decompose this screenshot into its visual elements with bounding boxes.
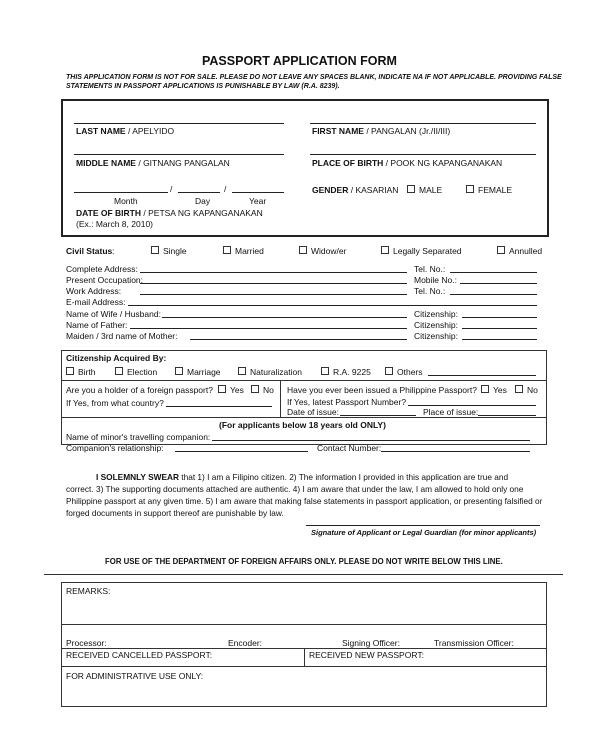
mobile-no-label: Mobile No.:	[414, 275, 457, 285]
admin-top-rule	[61, 666, 546, 667]
issued-passport-question: Have you ever been issued a Philippine Passport?	[287, 385, 477, 395]
citizenship-1-field[interactable]	[462, 317, 537, 318]
minor-companion-name-field[interactable]	[212, 440, 530, 441]
complete-address-field[interactable]	[140, 272, 407, 273]
date-of-issue-label: Date of issue:	[287, 407, 339, 417]
naturalization-checkbox[interactable]	[238, 367, 246, 375]
oath-line-1: I SOLEMNLY SWEAR that 1) I am a Filipino citizen. 2) The information I provided in this application are true and	[96, 472, 509, 482]
first-name-label: FIRST NAME / PANGALAN (Jr./II/III)	[312, 126, 451, 136]
acquired-ra9225-option[interactable]: R.A. 9225	[321, 367, 371, 377]
processor-label: Processor:	[66, 638, 107, 648]
oath-line-2: correct. 3) The supporting documents attached are authentic. 4) I am aware that under the law, I am allowed to hold only one	[66, 484, 524, 494]
acquired-birth-option[interactable]: Birth	[66, 367, 95, 377]
others-checkbox[interactable]	[385, 367, 393, 375]
latest-passport-label: If Yes, latest Passport Number?	[287, 397, 407, 407]
middle-name-label: MIDDLE NAME / GITNANG PANGALAN	[76, 158, 230, 168]
place-of-issue-field[interactable]	[478, 415, 536, 416]
foreign-yes-checkbox[interactable]	[218, 385, 226, 393]
citizenship-3-field[interactable]	[462, 339, 537, 340]
email-field[interactable]	[128, 305, 537, 306]
civil-separated-option[interactable]: Legally Separated	[381, 246, 462, 256]
first-name-field[interactable]	[310, 123, 536, 124]
remarks-label: REMARKS:	[66, 586, 111, 596]
civil-annulled-option[interactable]: Annulled	[497, 246, 542, 256]
minor-heading: (For applicants below 18 years old ONLY)	[219, 420, 386, 430]
month-caption: Month	[114, 196, 138, 206]
male-checkbox[interactable]	[407, 185, 415, 193]
minor-companion-name-label: Name of minor's travelling companion:	[66, 432, 211, 442]
acquired-marriage-option[interactable]: Marriage	[175, 367, 221, 377]
citizenship-2-label: Citizenship:	[414, 320, 458, 330]
oath-line-3: Philippine passport at any given time. 5) I am aware that making false statements in passport application, or presenting falsified or	[66, 496, 543, 506]
date-slash-1: /	[170, 184, 173, 194]
minor-contact-label: Contact Number:	[317, 443, 382, 453]
date-of-birth-label: DATE OF BIRTH / PETSA NG KAPANGANAKAN	[76, 208, 263, 218]
signature-caption: Signature of Applicant or Legal Guardian (for minor applicants)	[311, 528, 537, 537]
middle-name-field[interactable]	[74, 154, 284, 155]
gender-female-option[interactable]: FEMALE	[466, 185, 512, 195]
dfa-notice: FOR USE OF THE DEPARTMENT OF FOREIGN AFFAIRS ONLY. PLEASE DO NOT WRITE BELOW THIS LINE.	[105, 557, 503, 566]
ra9225-checkbox[interactable]	[321, 367, 329, 375]
disclaimer-line-2: STATEMENTS IN PASSPORT APPLICATIONS IS PUNISHABLE BY LAW (R.A. 8239).	[66, 83, 340, 90]
date-of-issue-field[interactable]	[340, 415, 416, 416]
mobile-no-field[interactable]	[460, 283, 537, 284]
separated-checkbox[interactable]	[381, 246, 389, 254]
transmission-officer-label: Transmission Officer:	[434, 638, 514, 648]
foreign-no-option[interactable]: No	[251, 385, 274, 395]
disclaimer-line-1: THIS APPLICATION FORM IS NOT FOR SALE. PLEASE DO NOT LEAVE ANY SPACES BLANK, INDICATE NA IF NOT APPLICABLE. PROVIDING FALSE	[66, 74, 562, 81]
wife-husband-field[interactable]	[162, 317, 407, 318]
minor-companion-rel-label: Companion's relationship:	[66, 443, 164, 453]
foreign-no-checkbox[interactable]	[251, 385, 259, 393]
birth-month-field[interactable]	[74, 192, 168, 193]
acquired-naturalization-option[interactable]: Naturalization	[238, 367, 302, 377]
dfa-cut-line	[44, 574, 563, 575]
citizenship-acquired-label: Citizenship Acquired By:	[66, 353, 167, 363]
tel-no-2-label: Tel. No.:	[414, 286, 446, 296]
gender-male-option[interactable]: MALE	[407, 185, 442, 195]
received-new-label: RECEIVED NEW PASSPORT:	[309, 650, 424, 660]
place-of-birth-field[interactable]	[310, 154, 536, 155]
foreign-passport-question: Are you a holder of a foreign passport?	[66, 385, 213, 395]
present-occupation-field[interactable]	[140, 283, 407, 284]
date-slash-2: /	[224, 184, 227, 194]
father-label: Name of Father:	[66, 320, 128, 330]
single-checkbox[interactable]	[151, 246, 159, 254]
date-of-birth-example: (Ex.: March 8, 2010)	[76, 219, 154, 229]
email-label: E-mail Address:	[66, 297, 126, 307]
civil-status-colon: :	[112, 246, 115, 256]
form-title: PASSPORT APPLICATION FORM	[202, 54, 397, 68]
birth-checkbox[interactable]	[66, 367, 74, 375]
tel-no-2-field[interactable]	[450, 294, 537, 295]
citizenship-divider	[61, 380, 546, 381]
female-checkbox[interactable]	[466, 185, 474, 193]
marriage-checkbox[interactable]	[175, 367, 183, 375]
place-of-issue-label: Place of issue:	[423, 407, 479, 417]
received-cancelled-label: RECEIVED CANCELLED PASSPORT:	[66, 650, 213, 660]
place-of-birth-label: PLACE OF BIRTH / POOK NG KAPANGANAKAN	[312, 158, 503, 168]
maiden-mother-field[interactable]	[190, 339, 407, 340]
admin-use-label: FOR ADMINISTRATIVE USE ONLY:	[66, 671, 204, 681]
signature-field[interactable]	[306, 525, 540, 526]
received-column-divider	[304, 648, 305, 666]
last-name-label: LAST NAME / APELYIDO	[76, 126, 175, 136]
birth-day-field[interactable]	[178, 192, 220, 193]
passport-column-divider	[280, 380, 281, 417]
minor-contact-field[interactable]	[381, 451, 530, 452]
complete-address-label: Complete Address:	[66, 264, 138, 274]
signing-officer-label: Signing Officer:	[342, 638, 400, 648]
citizenship-3-label: Citizenship:	[414, 331, 458, 341]
encoder-label: Encoder:	[228, 638, 263, 648]
present-occupation-label: Present Occupation:	[66, 275, 144, 285]
married-checkbox[interactable]	[223, 246, 231, 254]
others-field[interactable]	[428, 375, 536, 376]
tel-no-1-field[interactable]	[450, 272, 537, 273]
widow-checkbox[interactable]	[299, 246, 307, 254]
annulled-checkbox[interactable]	[497, 246, 505, 254]
work-address-label: Work Address:	[66, 286, 122, 296]
remarks-bottom-rule	[61, 624, 546, 625]
issued-yes-checkbox[interactable]	[481, 385, 489, 393]
civil-single-option[interactable]: Single	[151, 246, 187, 256]
issued-no-option[interactable]: No	[515, 385, 538, 395]
election-checkbox[interactable]	[115, 367, 123, 375]
civil-widow-option[interactable]: Widow/er	[299, 246, 346, 256]
birth-year-field[interactable]	[232, 192, 284, 193]
civil-married-option[interactable]: Married	[223, 246, 264, 256]
year-caption: Year	[249, 196, 267, 206]
gender-label: GENDER / KASARIAN	[312, 185, 399, 195]
oath-line-4: forged documents in support thereof are punishable by law.	[66, 508, 284, 518]
father-field[interactable]	[130, 328, 407, 329]
issued-yes-option[interactable]: Yes	[481, 385, 507, 395]
wife-husband-label: Name of Wife / Husband:	[66, 309, 161, 319]
minor-companion-rel-field[interactable]	[175, 451, 308, 452]
citizenship-2-field[interactable]	[462, 328, 537, 329]
foreign-country-field[interactable]	[166, 406, 272, 407]
day-caption: Day	[195, 196, 211, 206]
citizenship-1-label: Citizenship:	[414, 309, 458, 319]
last-name-field[interactable]	[74, 123, 284, 124]
work-address-field[interactable]	[140, 294, 407, 295]
maiden-mother-label: Maiden / 3rd name of Mother:	[66, 331, 178, 341]
latest-passport-field[interactable]	[408, 405, 536, 406]
issued-no-checkbox[interactable]	[515, 385, 523, 393]
civil-status-label: Civil Status	[66, 246, 113, 256]
minor-divider	[61, 417, 546, 418]
acquired-election-option[interactable]: Election	[115, 367, 157, 377]
acquired-others-option[interactable]: Others	[385, 367, 423, 377]
foreign-country-label: If Yes, from what country?	[66, 398, 164, 408]
foreign-yes-option[interactable]: Yes	[218, 385, 244, 395]
tel-no-1-label: Tel. No.:	[414, 264, 446, 274]
